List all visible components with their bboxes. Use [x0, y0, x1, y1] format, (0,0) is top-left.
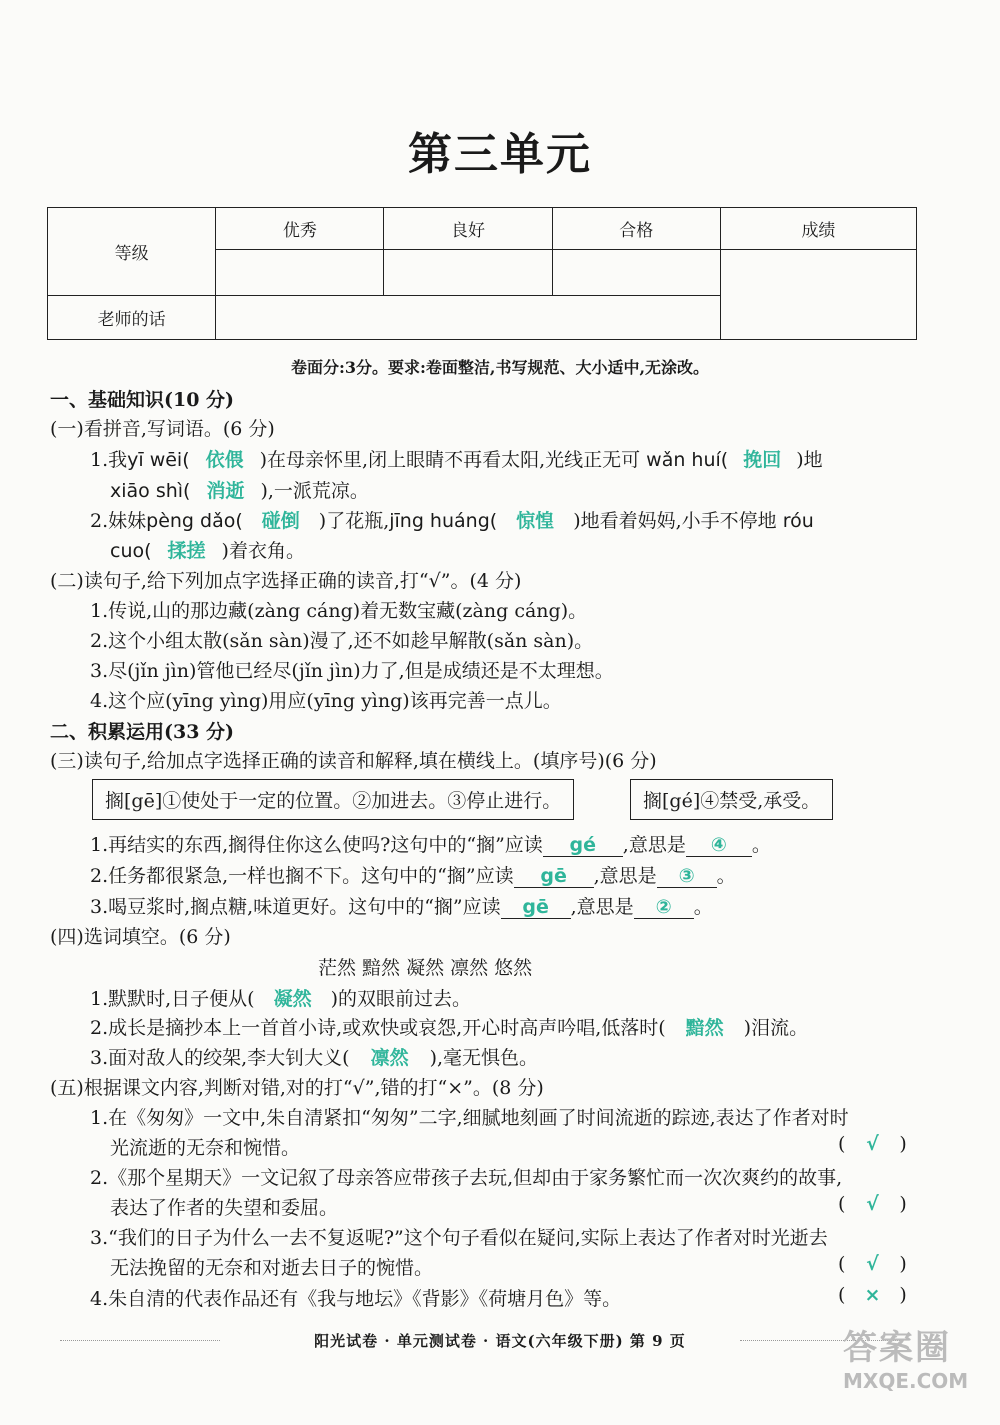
neatness-note: 卷面分:3分。要求:卷面整洁,书写规范、大小适中,无涂改。 [290, 358, 710, 377]
p1-q1-line1: 1.我yī wēi( 依偎 )在母亲怀里,闭上眼睛不再看太阳,光线正无可 wǎn huí( 挽回 )地 [90, 449, 823, 471]
teacher-comment[interactable] [216, 296, 721, 340]
word-bank: 茫然 黯然 凝然 凛然 悠然 [318, 957, 533, 979]
answer: 碰倒 [261, 510, 300, 532]
answer: 揉搓 [167, 540, 206, 562]
answer: 依偎 [205, 449, 244, 471]
watermark-logo: 答案圈 MXQE.COM [843, 1328, 969, 1393]
p4-q1: 1.默默时,日子便从( 凝然 )的双眼前过去。 [90, 988, 472, 1010]
answer: gē [540, 865, 567, 887]
p5-q3-line2: 无法挽留的无奈和对逝去日子的惋惜。 [110, 1257, 434, 1279]
p4-q2: 2.成长是摘抄本上一首首小诗,或欢快或哀怨,开心时高声吟唱,低落时( 黯然 )泪流。 [90, 1017, 809, 1039]
p5-q4-answer: ( × ) [838, 1284, 907, 1306]
cell-good[interactable] [384, 250, 552, 296]
col-excellent: 优秀 [216, 208, 384, 250]
answer: 惊惶 [516, 510, 555, 532]
p1-q1-line2: xiāo shì( 消逝 ),一派荒凉。 [110, 480, 369, 502]
p5-q1-line1: 1.在《匆匆》一文中,朱自清紧扣“匆匆”二字,细腻地刻画了时间流逝的踪迹,表达了作者对时 [90, 1107, 849, 1129]
p2-line-4: 4.这个应(yīng yìng)用应(yīng yìng)该再完善一点儿。 [90, 690, 562, 712]
answer: gé [569, 834, 597, 856]
cell-excellent[interactable] [216, 250, 384, 296]
answer: 黯然 [685, 1017, 724, 1039]
answer: ③ [678, 865, 695, 887]
p5-q1-line2: 光流逝的无奈和惋惜。 [110, 1137, 301, 1159]
level-label: 等级 [48, 208, 216, 296]
p5-q2-answer: ( √ ) [838, 1193, 907, 1215]
part-4-title: (四)选词填空。(6 分) [50, 926, 231, 948]
p5-q2-line2: 表达了作者的失望和委屈。 [110, 1197, 339, 1219]
page-footer: 阳光试卷 · 单元测试卷 · 语文(六年级下册) 第 9 页 [314, 1332, 686, 1350]
col-good: 良好 [384, 208, 552, 250]
section-1-title: 一、基础知识(10 分) [50, 389, 235, 411]
p3-q2: 2.任务都很紧急,一样也搁不下。这句中的“搁”应读 gē ,意思是 ③ 。 [90, 865, 736, 887]
definition-box-2: 搁[gé]④禁受,承受。 [630, 779, 833, 820]
answer: 挽回 [743, 449, 782, 471]
p5-q3-line1: 3.“我们的日子为什么一去不复返呢?”这个句子看似在疑问,实际上表达了作者对时光逝去 [90, 1227, 828, 1249]
teacher-label: 老师的话 [48, 296, 216, 340]
answer: 凛然 [370, 1047, 409, 1069]
cell-pass[interactable] [552, 250, 720, 296]
cell-score[interactable] [720, 250, 916, 340]
p5-q1-answer: ( √ ) [838, 1133, 907, 1155]
part-5-title: (五)根据课文内容,判断对错,对的打“√”,错的打“×”。(8 分) [50, 1077, 544, 1099]
p2-line-3: 3.尽(jǐn jìn)管他已经尽(jǐn jìn)力了,但是成绩还是不太理想。 [90, 660, 614, 682]
answer: 凝然 [273, 988, 312, 1010]
p5-q4: 4.朱自清的代表作品还有《我与地坛》《背影》《荷塘月色》等。 [90, 1288, 622, 1310]
grade-table [47, 207, 917, 340]
p2-line-1: 1.传说,山的那边藏(zàng cáng)着无数宝藏(zàng cáng)。 [90, 600, 588, 622]
p4-q3: 3.面对敌人的绞架,李大钊大义( 凛然 ),毫无惧色。 [90, 1047, 539, 1069]
p3-q1: 1.再结实的东西,搁得住你这么使吗?这句中的“搁”应读 gé ,意思是 ④ 。 [90, 834, 771, 856]
p2-line-2: 2.这个小组太散(sǎn sàn)漫了,还不如趁早解散(sǎn sàn)。 [90, 630, 594, 652]
section-2-title: 二、积累运用(33 分) [50, 721, 235, 743]
p3-q3: 3.喝豆浆时,搁点糖,味道更好。这句中的“搁”应读 gē ,意思是 ② 。 [90, 896, 713, 918]
part-3-title: (三)读句子,给加点字选择正确的读音和解释,填在横线上。(填序号)(6 分) [50, 750, 657, 772]
col-score: 成绩 [720, 208, 916, 250]
p1-q2-line2: cuo( 揉搓 )着衣角。 [110, 540, 305, 562]
part-1-title: (一)看拼音,写词语。(6 分) [50, 418, 275, 440]
answer: 消逝 [206, 480, 245, 502]
answer: ④ [710, 834, 727, 856]
definition-box-1: 搁[gē]①使处于一定的位置。②加进去。③停止进行。 [92, 779, 574, 820]
answer: ② [655, 896, 672, 918]
part-2-title: (二)读句子,给下列加点字选择正确的读音,打“√”。(4 分) [50, 570, 522, 592]
p5-q2-line1: 2.《那个星期天》一文记叙了母亲答应带孩子去玩,但却由于家务繁忙而一次次爽约的故事, [90, 1167, 843, 1189]
page-title: 第三单元 [408, 129, 592, 180]
answer: gē [522, 896, 549, 918]
p1-q2-line1: 2.妹妹pèng dǎo( 碰倒 )了花瓶,jīng huáng( 惊惶 )地看着妈妈,小手不停地 róu [90, 510, 814, 532]
p5-q3-answer: ( √ ) [838, 1253, 907, 1275]
col-pass: 合格 [552, 208, 720, 250]
